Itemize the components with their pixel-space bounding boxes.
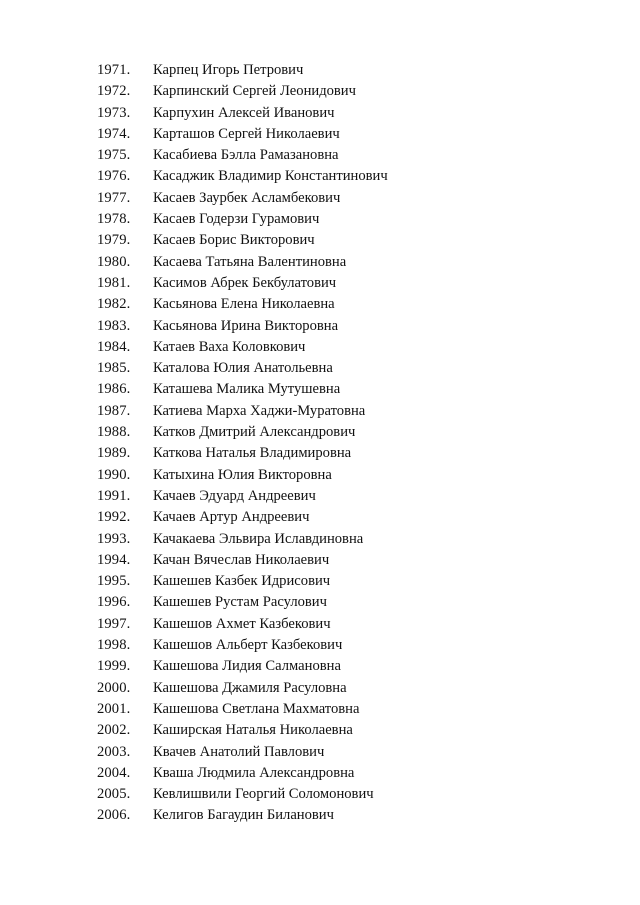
entry-number: 2001.	[97, 700, 131, 717]
entry-name: Касаджик Владимир Константинович	[153, 168, 388, 185]
entry-number: 1995.	[97, 573, 131, 590]
list-item	[97, 273, 617, 294]
entry-number: 1978.	[97, 211, 131, 228]
entry-number: 1990.	[97, 466, 131, 483]
entry-number: 2002.	[97, 722, 131, 739]
entry-name: Катков Дмитрий Александрович	[153, 424, 356, 441]
entry-name: Качаев Эдуард Андреевич	[153, 487, 316, 504]
list-item	[97, 443, 617, 464]
list-item	[97, 571, 617, 592]
entry-name: Кашешев Казбек Идрисович	[153, 573, 331, 590]
entry-number: 1972.	[97, 83, 131, 100]
entry-number: 1976.	[97, 168, 131, 185]
entry-name: Касаев Годерзи Гурамович	[153, 211, 320, 228]
list-item	[97, 188, 617, 209]
entry-number: 1993.	[97, 530, 131, 547]
entry-number: 1987.	[97, 402, 131, 419]
list-item	[97, 742, 617, 763]
entry-number: 1997.	[97, 615, 131, 632]
entry-number: 1986.	[97, 381, 131, 398]
list-item	[97, 252, 617, 273]
entry-name: Касаев Борис Викторович	[153, 232, 315, 249]
entry-name: Катаев Ваха Коловкович	[153, 338, 306, 355]
list-item	[97, 209, 617, 230]
list-item	[97, 465, 617, 486]
entry-name: Карташов Сергей Николаевич	[153, 125, 340, 142]
list-item	[97, 358, 617, 379]
list-item	[97, 81, 617, 102]
entry-number: 1985.	[97, 360, 131, 377]
entry-name: Каталова Юлия Анатольевна	[153, 360, 333, 377]
entry-name: Кашешова Лидия Салмановна	[153, 658, 341, 675]
entry-name: Кашешова Джамиля Расуловна	[153, 679, 347, 696]
entry-number: 2006.	[97, 807, 131, 824]
list-item	[97, 60, 617, 81]
entry-name: Карпец Игорь Петрович	[153, 62, 304, 78]
entry-name: Касабиева Бэлла Рамазановна	[153, 147, 339, 164]
list-item	[97, 678, 617, 699]
list-item	[97, 294, 617, 315]
entry-name: Каткова Наталья Владимировна	[153, 445, 352, 462]
entry-name: Кваша Людмила Александровна	[153, 764, 355, 781]
entry-number: 1998.	[97, 637, 131, 654]
entry-number: 1982.	[97, 296, 131, 313]
list-item	[97, 592, 617, 613]
entry-name: Келигов Багаудин Биланович	[153, 807, 334, 824]
entry-number: 1980.	[97, 253, 131, 270]
entry-name: Кевлишвили Георгий Соломонович	[153, 786, 374, 803]
entry-name: Касьянова Ирина Викторовна	[153, 317, 339, 334]
list-item	[97, 614, 617, 635]
entry-number: 1973.	[97, 104, 131, 121]
list-item	[97, 635, 617, 656]
entry-name: Касьянова Елена Николаевна	[153, 296, 335, 313]
list-item	[97, 550, 617, 571]
entry-name: Катыхина Юлия Викторовна	[153, 466, 332, 483]
entry-name: Катиева Марха Хаджи-Муратовна	[153, 402, 366, 419]
entry-number: 1994.	[97, 551, 131, 568]
entry-number: 1984.	[97, 338, 131, 355]
list-item	[97, 230, 617, 251]
list-item	[97, 166, 617, 187]
entry-number: 1977.	[97, 189, 131, 206]
entry-name: Кашешова Светлана Махматовна	[153, 700, 360, 717]
entry-name: Карпухин Алексей Иванович	[153, 104, 335, 121]
entry-number: 1975.	[97, 147, 131, 164]
list-item	[97, 656, 617, 677]
entry-name: Качакаева Эльвира Иславдиновна	[153, 530, 364, 547]
entry-number: 1999.	[97, 658, 131, 675]
entry-name: Карпинский Сергей Леонидович	[153, 83, 356, 100]
entry-number: 1989.	[97, 445, 131, 462]
entry-number: 1991.	[97, 487, 131, 504]
list-item	[97, 145, 617, 166]
entry-name: Касимов Абрек Бекбулатович	[153, 274, 337, 291]
list-item	[97, 422, 617, 443]
list-item	[97, 486, 617, 507]
entry-name: Качаев Артур Андреевич	[153, 509, 310, 526]
entry-name: Каташева Малика Мутушевна	[153, 381, 341, 398]
name-list	[97, 60, 617, 827]
entry-number: 1996.	[97, 594, 131, 611]
entry-number: 2004.	[97, 764, 131, 781]
list-item	[97, 507, 617, 528]
entry-name: Кашешов Ахмет Казбекович	[153, 615, 331, 632]
entry-number: 1979.	[97, 232, 131, 249]
entry-name: Касаев Заурбек Асламбекович	[153, 189, 341, 206]
entry-number: 1983.	[97, 317, 131, 334]
list-item	[97, 379, 617, 400]
list-item	[97, 699, 617, 720]
entry-number: 2005.	[97, 786, 131, 803]
list-item	[97, 337, 617, 358]
list-item	[97, 763, 617, 784]
entry-name: Квачев Анатолий Павлович	[153, 743, 325, 760]
entry-number: 1981.	[97, 274, 131, 291]
list-item	[97, 529, 617, 550]
list-item	[97, 805, 617, 826]
entry-number: 1974.	[97, 125, 131, 142]
entry-number: 1971.	[97, 62, 131, 78]
entry-name: Каширская Наталья Николаевна	[153, 722, 353, 739]
list-item	[97, 401, 617, 422]
entry-name: Кашешов Альберт Казбекович	[153, 637, 343, 654]
list-item	[97, 124, 617, 145]
entry-number: 2003.	[97, 743, 131, 760]
list-item	[97, 103, 617, 124]
entry-name: Касаева Татьяна Валентиновна	[153, 253, 347, 270]
entry-number: 1992.	[97, 509, 131, 526]
list-item	[97, 316, 617, 337]
entry-number: 1988.	[97, 424, 131, 441]
list-item	[97, 784, 617, 805]
entry-name: Кашешев Рустам Расулович	[153, 594, 327, 611]
list-item	[97, 720, 617, 741]
entry-name: Качан Вячеслав Николаевич	[153, 551, 330, 568]
entry-number: 2000.	[97, 679, 131, 696]
